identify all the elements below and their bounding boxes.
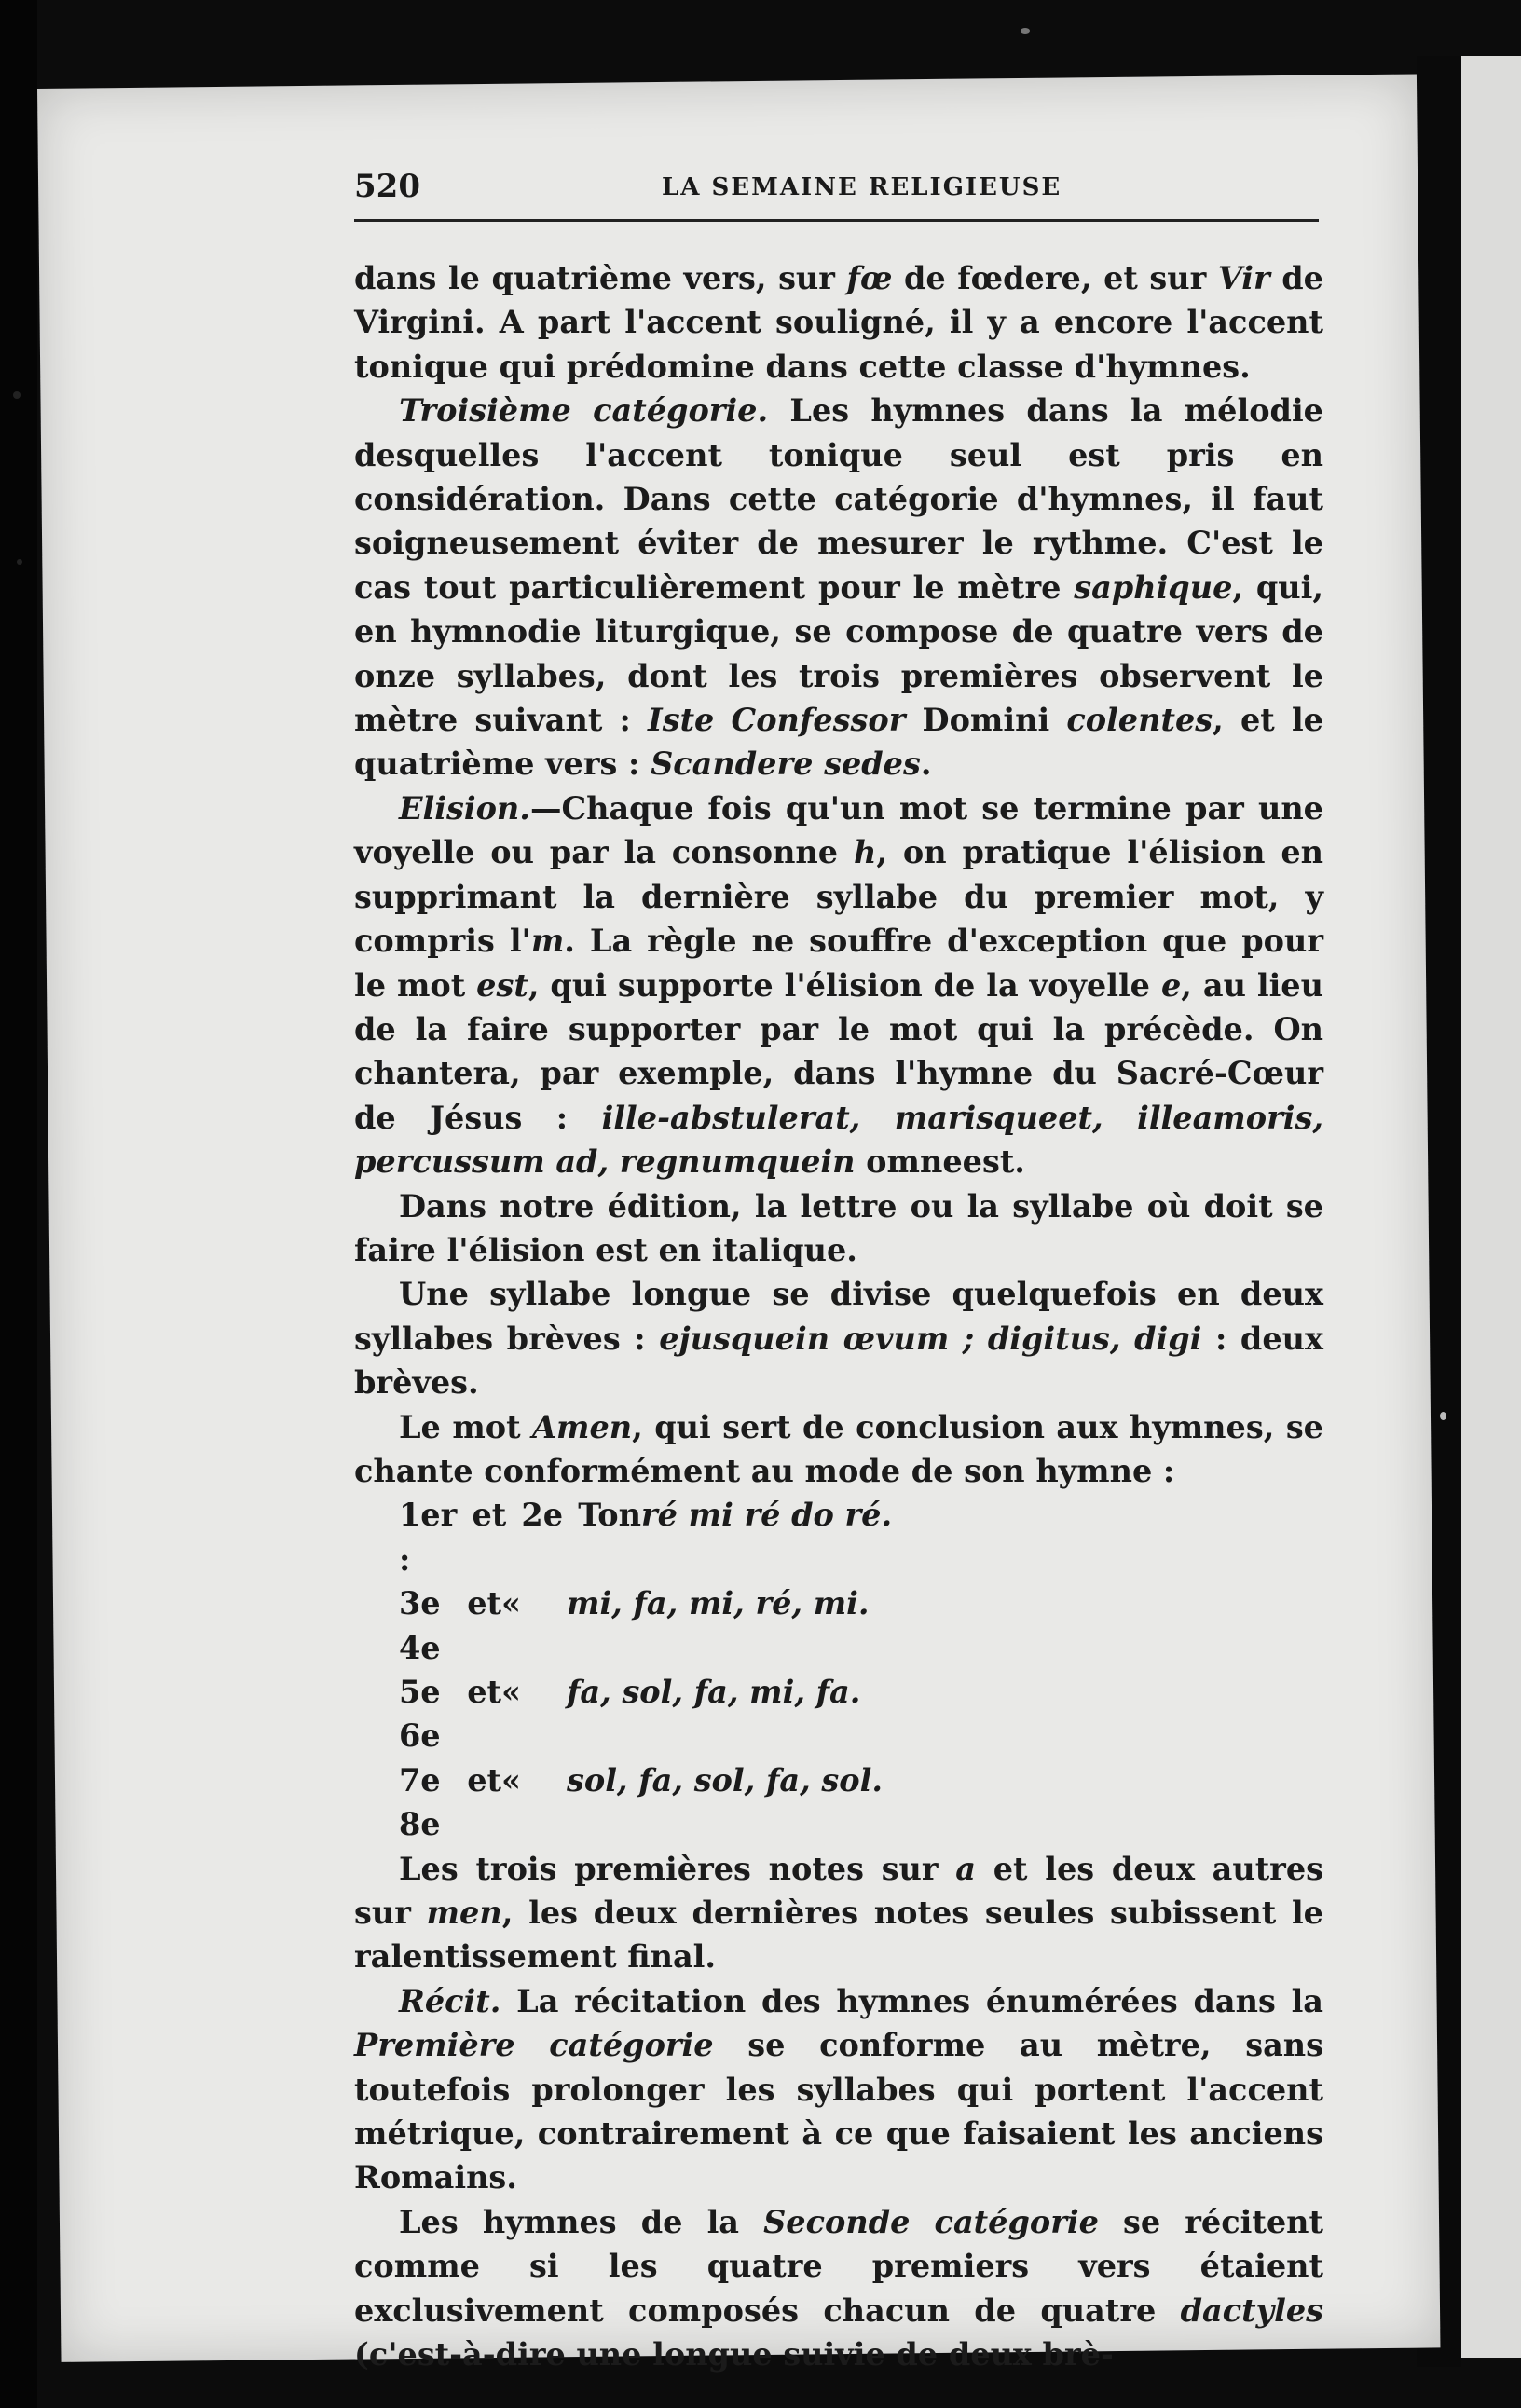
film-speck — [1440, 1412, 1446, 1420]
paragraph — [354, 787, 1323, 1184]
paragraph — [354, 256, 1323, 389]
italic-run: Première catégorie — [354, 2027, 714, 2064]
text-run: Le mot — [399, 1408, 533, 1445]
tone-row — [399, 1758, 1323, 1847]
header-rule — [354, 219, 1319, 222]
italic-run: Troisième catégorie. — [399, 392, 769, 430]
italic-run: ille-abstulerat, marisqueet, illeamoris, percussum ad, regnumquein — [354, 1099, 1323, 1181]
text-run: , qui, en hymnodie liturgique, se compose de quatre vers de onze syllabes, dont les trois premières observent le mètre suivant : — [354, 568, 1323, 739]
italic-run: Scandere sedes — [651, 746, 921, 783]
text-run: , les deux dernières notes seules subissent le ralentissement final. — [354, 1895, 1323, 1976]
text-run: Une syllabe longue se divise quelquefois en deux syllabes brèves : — [354, 1276, 1323, 1357]
ditto-mark: « — [501, 1761, 521, 1799]
paragraph — [354, 1405, 1323, 1494]
paragraph — [354, 1847, 1323, 1979]
text-run: (c'est-à-dire une longue suivie de deux brè- — [354, 2336, 1114, 2374]
tone-notes: mi, fa, mi, ré, mi. — [567, 1585, 870, 1622]
text-run: , on pratique l'élision en supprimant la dernière syllabe du premier mot, y compris l' — [354, 834, 1323, 960]
italic-run: m — [530, 923, 565, 960]
text-run: , et le quatrième vers : — [354, 702, 1323, 783]
paragraphs-before-table — [354, 256, 1323, 1493]
text-run: Les hymnes dans la mélodie desquelles l'accent tonique seul est pris en considération. Dans cette catégorie d'hymnes, il faut soigneusement éviter de mesurer le rythme. C'est le cas tout particulièrement pour le mètre — [354, 392, 1323, 606]
text-run: . — [920, 746, 932, 783]
italic-run: Récit. — [399, 1982, 501, 2019]
text-run: de Virgini. A part l'accent souligné, il y a encore l'accent tonique qui prédomine dans cette classe d'hymnes. — [354, 260, 1323, 385]
text-run: Les trois premières notes sur — [399, 1850, 956, 1887]
italic-run: est — [476, 966, 528, 1004]
italic-run: saphique — [1074, 568, 1233, 606]
tone-row — [399, 1581, 1323, 1670]
amen-tone-table — [399, 1493, 1323, 1846]
tone-label: 1er et 2e Ton : — [399, 1497, 641, 1578]
paragraph — [354, 1979, 1323, 2200]
text-run: dans le quatrième vers, sur — [354, 260, 847, 296]
text-run: de fœdere, et sur — [892, 260, 1218, 296]
italic-run: Amen — [532, 1408, 633, 1445]
text-run: se conforme au mètre, sans toutefois prolonger les syllabes qui portent l'accent métrique, contrairement à ce que faisaient les anciens Romains. — [354, 2027, 1323, 2196]
page-header — [354, 168, 1319, 224]
text-run: : deux brèves. — [354, 1320, 1323, 1402]
running-title: LA SEMAINE RELIGIEUSE — [662, 173, 1062, 201]
tone-notes: sol, fa, sol, fa, sol. — [567, 1761, 883, 1799]
text-run: Dans notre édition, la lettre ou la syllabe où doit se faire l'élision est en italique. — [354, 1187, 1323, 1268]
italic-run: Elision. — [399, 789, 530, 827]
text-run: , qui supporte l'élision de la voyelle — [528, 966, 1161, 1004]
text-run: La récitation des hymnes énumérées dans la — [500, 1982, 1323, 2019]
italic-run: colentes — [1066, 702, 1213, 739]
italic-run: fœ — [846, 260, 893, 296]
italic-run: Iste Confessor — [648, 702, 906, 739]
text-run: —Chaque fois qu'un mot se termine par une voyelle ou par la consonne — [354, 789, 1323, 871]
text-run: , au lieu de la faire supporter par le mot qui la précède. On chantera, par exemple, dans l'hymne du Sacré-Cœur de Jésus : — [354, 966, 1323, 1136]
film-speck — [1021, 28, 1030, 34]
tone-row — [399, 1493, 1323, 1581]
tone-notes: ré mi ré do ré. — [641, 1497, 893, 1534]
next-page-edge — [1461, 56, 1521, 2358]
italic-run: Seconde catégorie — [763, 2203, 1099, 2240]
film-border-left — [0, 0, 37, 2408]
paragraph — [354, 1272, 1323, 1404]
text-run: . La règle ne souffre d'exception que pour le mot — [354, 923, 1323, 1004]
film-speck — [13, 391, 21, 399]
italic-run: h — [853, 834, 877, 871]
tone-label: 5e et 6e — [399, 1674, 501, 1755]
tone-notes: fa, sol, fa, mi, fa. — [567, 1674, 861, 1710]
text-run: et les deux autres sur — [354, 1850, 1324, 1932]
tone-label: 3e et 4e — [399, 1585, 501, 1666]
italic-run: ejusquein œvum ; digitus, digi — [659, 1320, 1202, 1357]
text-run: se récitent comme si les quatre premiers vers étaient exclusivement composés chacun de quatre — [354, 2203, 1323, 2329]
italic-run: men — [426, 1895, 502, 1932]
text-run: omneest. — [855, 1143, 1025, 1181]
italic-run: dactyles — [1180, 2292, 1323, 2329]
text-run: , qui sert de conclusion aux hymnes, se chante conformément au mode de son hymne : — [354, 1408, 1323, 1489]
paragraph — [354, 389, 1323, 787]
italic-run: Vir — [1217, 260, 1270, 296]
ditto-mark: « — [501, 1674, 521, 1710]
tone-row — [399, 1670, 1323, 1758]
paragraph — [354, 2200, 1323, 2377]
italic-run: a — [955, 1850, 977, 1887]
italic-run: e — [1160, 966, 1182, 1004]
film-speck — [17, 559, 22, 565]
tone-label: 7e et 8e — [399, 1761, 501, 1843]
ditto-mark: « — [501, 1585, 521, 1622]
text-run: Domini — [905, 702, 1067, 739]
paragraph — [354, 1184, 1323, 1273]
text-run: Les hymnes de la — [399, 2203, 764, 2240]
body-text — [354, 256, 1323, 2377]
paragraphs-after-table — [354, 1847, 1323, 2377]
page-number: 520 — [354, 168, 420, 205]
